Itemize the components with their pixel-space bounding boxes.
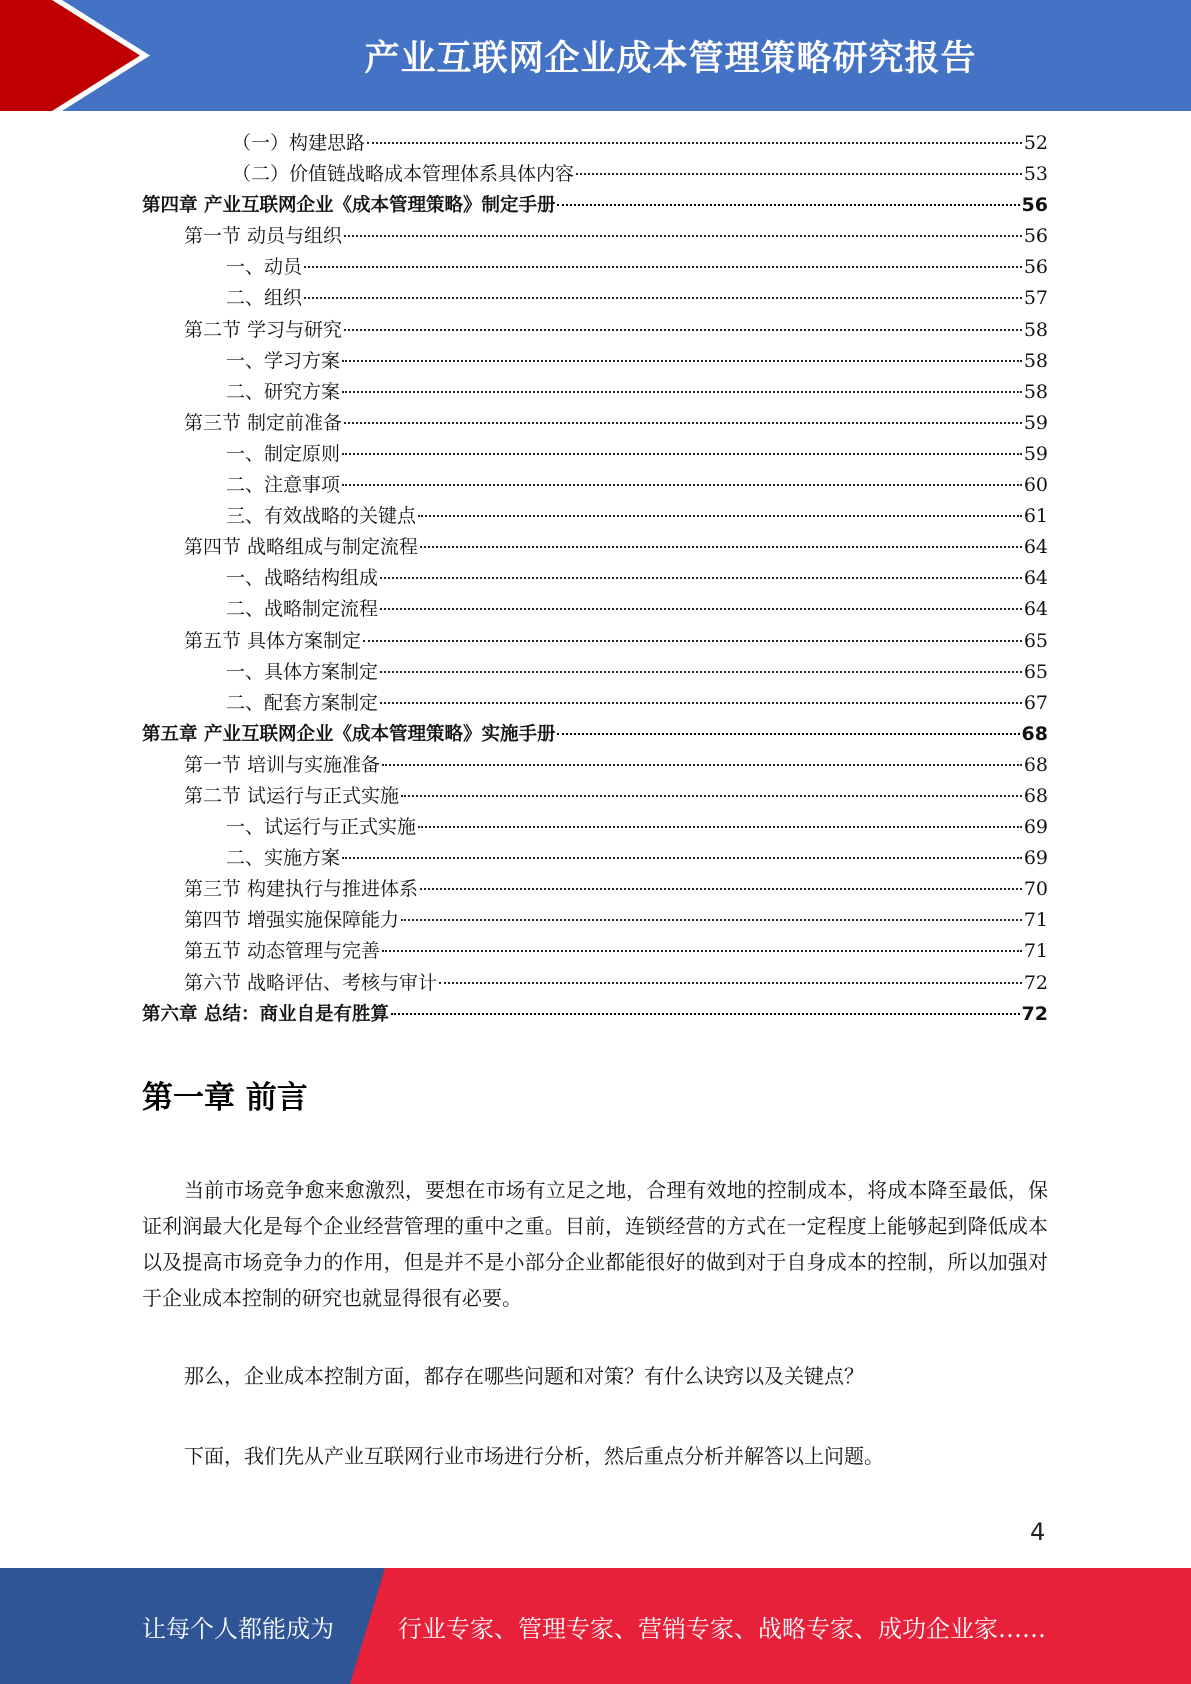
toc-entry-page: 64: [1023, 598, 1048, 621]
toc-dot-leader: [304, 297, 1022, 299]
toc-entry[interactable]: [142, 843, 1048, 874]
toc-entry-title: 第一节 动员与组织: [184, 225, 343, 248]
toc-entry-page: 64: [1023, 567, 1048, 590]
toc-entry[interactable]: [142, 221, 1048, 252]
toc-entry[interactable]: [142, 283, 1048, 314]
toc-entry-page: 69: [1023, 816, 1048, 839]
toc-entry-page: 53: [1023, 163, 1048, 186]
toc-entry[interactable]: [142, 874, 1048, 905]
toc-entry-title: 二、研究方案: [226, 380, 341, 403]
toc-dot-leader: [380, 671, 1022, 673]
toc-entry-title: 二、配套方案制定: [226, 691, 379, 714]
footer-slogan-left: 让每个人都能成为: [142, 1614, 334, 1643]
toc-entry-page: 58: [1023, 380, 1048, 403]
toc-dot-leader: [342, 484, 1022, 486]
toc-entry-page: 68: [1023, 784, 1048, 807]
toc-entry-page: 65: [1023, 629, 1048, 652]
toc-entry-title: 一、学习方案: [226, 349, 341, 372]
toc-dot-leader: [342, 391, 1022, 393]
toc-entry-page: 56: [1021, 194, 1048, 217]
toc-entry-page: 65: [1023, 660, 1048, 683]
toc-dot-leader: [420, 888, 1022, 890]
toc-entry-title: （二）价值链战略成本管理体系具体内容: [232, 163, 575, 186]
toc-dot-leader: [380, 608, 1022, 610]
toc-dot-leader: [342, 857, 1022, 859]
toc-entry-page: 58: [1023, 318, 1048, 341]
toc-entry[interactable]: [142, 128, 1048, 159]
toc-entry-page: 56: [1023, 225, 1048, 248]
toc-entry-page: 60: [1023, 474, 1048, 497]
toc-entry-page: 70: [1023, 878, 1048, 901]
toc-entry[interactable]: [142, 968, 1048, 999]
toc-dot-leader: [420, 546, 1022, 548]
toc-entry-title: 第五节 动态管理与完善: [184, 940, 381, 963]
toc-entry-page: 68: [1023, 753, 1048, 776]
toc-entry-title: 二、战略制定流程: [226, 598, 379, 621]
toc-entry[interactable]: [142, 626, 1048, 657]
toc-entry-page: 58: [1023, 349, 1048, 372]
toc-entry-title: 第四章 产业互联网企业《成本管理策略》制定手册: [142, 195, 556, 217]
toc-entry[interactable]: [142, 688, 1048, 719]
toc-entry[interactable]: [142, 657, 1048, 688]
toc-entry[interactable]: [142, 315, 1048, 346]
toc-entry-title: 第三节 制定前准备: [184, 411, 343, 434]
chapter-heading: 第一章 前言: [142, 1080, 308, 1116]
toc-dot-leader: [342, 360, 1022, 362]
toc-entry-title: 第一节 培训与实施准备: [184, 753, 381, 776]
toc-dot-leader: [401, 795, 1022, 797]
toc-dot-leader: [439, 982, 1022, 984]
toc-entry-page: 61: [1023, 505, 1048, 528]
toc-dot-leader: [557, 733, 1019, 735]
toc-entry-page: 59: [1023, 411, 1048, 434]
document-title: 产业互联网企业成本管理策略研究报告: [364, 38, 977, 79]
toc-entry-page: 71: [1023, 909, 1048, 932]
toc-entry-title: 一、战略结构组成: [226, 567, 379, 590]
toc-entry[interactable]: [142, 719, 1048, 750]
toc-dot-leader: [380, 702, 1022, 704]
toc-entry-page: 57: [1023, 287, 1048, 310]
toc-dot-leader: [344, 329, 1022, 331]
toc-dot-leader: [418, 826, 1022, 828]
toc-entry-page: 59: [1023, 442, 1048, 465]
toc-entry-title: 第二节 试运行与正式实施: [184, 784, 400, 807]
toc-entry[interactable]: [142, 408, 1048, 439]
toc-entry-title: 第四节 战略组成与制定流程: [184, 536, 419, 559]
toc-dot-leader: [576, 173, 1022, 175]
toc-entry-title: 二、实施方案: [226, 847, 341, 870]
toc-entry-title: 第二节 学习与研究: [184, 318, 343, 341]
toc-entry[interactable]: [142, 377, 1048, 408]
toc-entry-title: 第六章 总结：商业自是有胜算: [142, 1003, 389, 1025]
toc-entry-page: 56: [1023, 256, 1048, 279]
toc-entry-title: 第四节 增强实施保障能力: [184, 909, 400, 932]
toc-entry[interactable]: [142, 905, 1048, 936]
toc-entry-page: 71: [1023, 940, 1048, 963]
toc-entry-title: （一）构建思路: [232, 132, 366, 154]
toc-dot-leader: [367, 142, 1022, 144]
toc-entry-page: 64: [1023, 536, 1048, 559]
toc-dot-leader: [344, 422, 1022, 424]
toc-entry[interactable]: [142, 999, 1048, 1030]
toc-dot-leader: [382, 950, 1022, 952]
toc-dot-leader: [557, 204, 1019, 206]
toc-entry-page: 68: [1021, 722, 1048, 745]
toc-entry-title: 二、组织: [226, 287, 303, 310]
toc-entry-title: 一、制定原则: [226, 442, 341, 465]
page-footer: [0, 1568, 1191, 1684]
toc-entry-title: 二、注意事项: [226, 474, 341, 497]
toc-entry[interactable]: [142, 346, 1048, 377]
toc-entry-page: 67: [1023, 691, 1048, 714]
toc-entry[interactable]: [142, 252, 1048, 283]
page-number: 4: [1030, 1518, 1046, 1546]
footer-slogan-right: 行业专家、管理专家、营销专家、战略专家、成功企业家……: [398, 1614, 1046, 1643]
toc-entry[interactable]: [142, 563, 1048, 594]
toc-dot-leader: [363, 640, 1022, 642]
toc-entry-title: 一、具体方案制定: [226, 660, 379, 683]
toc-entry[interactable]: [142, 812, 1048, 843]
toc-dot-leader: [304, 266, 1022, 268]
toc-entry-title: 第五节 具体方案制定: [184, 629, 362, 652]
toc-dot-leader: [382, 764, 1022, 766]
page-header: [0, 0, 1191, 111]
toc-entry[interactable]: [142, 936, 1048, 967]
toc-dot-leader: [391, 1013, 1020, 1015]
toc-entry-title: 三、有效战略的关键点: [226, 505, 417, 528]
toc-dot-leader: [401, 919, 1022, 921]
toc-entry[interactable]: [142, 750, 1048, 781]
toc-dot-leader: [342, 453, 1022, 455]
toc-dot-leader: [344, 235, 1022, 237]
toc-entry-title: 一、动员: [226, 256, 303, 279]
toc-entry[interactable]: [142, 439, 1048, 470]
toc-entry[interactable]: [142, 532, 1048, 563]
toc-entry-page: 72: [1023, 971, 1048, 994]
toc-entry[interactable]: [142, 594, 1048, 625]
toc-dot-leader: [418, 515, 1022, 517]
toc-entry-page: 52: [1023, 132, 1048, 154]
toc-entry-title: 第三节 构建执行与推进体系: [184, 878, 419, 901]
table-of-contents: [142, 128, 1048, 1030]
toc-entry[interactable]: [142, 159, 1048, 190]
toc-entry[interactable]: [142, 470, 1048, 501]
toc-dot-leader: [380, 577, 1022, 579]
toc-entry[interactable]: [142, 190, 1048, 221]
outline-paragraph: 下面，我们先从产业互联网行业市场进行分析，然后重点分析并解答以上问题。: [184, 1444, 884, 1468]
intro-paragraph: 当前市场竞争愈来愈激烈，要想在市场有立足之地，合理有效地的控制成本，将成本降至最低，保证利润最大化是每个企业经营管理的重中之重。目前，连锁经营的方式在一定程度上能够起到降低成本以及提高市场竞争力的作用，但是并不是小部分企业都能很好的做到对于自身成本的控制，所以加强对于企业成本控制的研究也就显得很有必要。: [142, 1178, 1048, 1310]
toc-entry[interactable]: [142, 501, 1048, 532]
toc-entry-title: 一、试运行与正式实施: [226, 816, 417, 839]
question-paragraph: 那么，企业成本控制方面，都存在哪些问题和对策？有什么诀窍以及关键点？: [184, 1364, 864, 1388]
toc-entry-page: 72: [1021, 1002, 1048, 1025]
toc-entry-page: 69: [1023, 847, 1048, 870]
toc-entry[interactable]: [142, 781, 1048, 812]
toc-entry-title: 第五章 产业互联网企业《成本管理策略》实施手册: [142, 723, 556, 745]
toc-entry-title: 第六节 战略评估、考核与审计: [184, 971, 438, 994]
